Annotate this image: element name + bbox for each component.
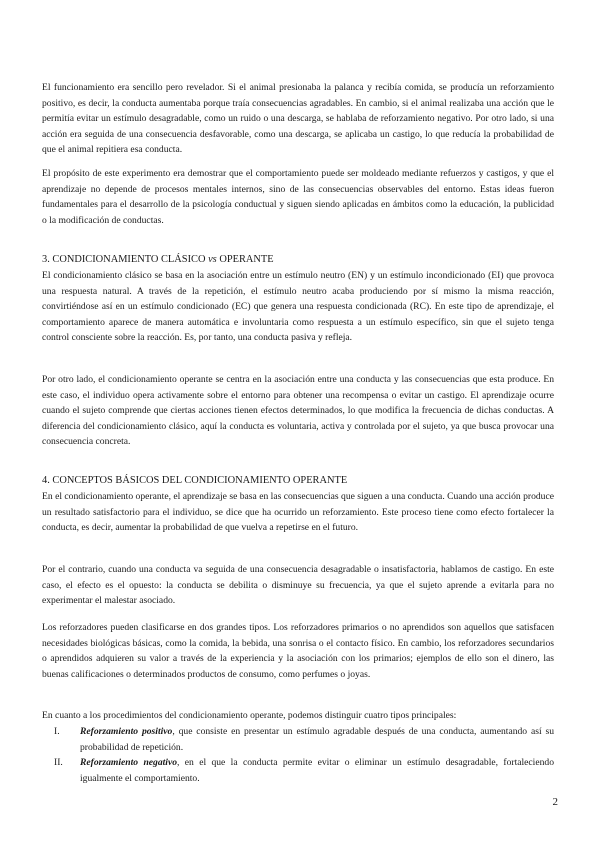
list-item-term: Reforzamiento negativo xyxy=(80,757,178,769)
list-item-number: I. xyxy=(54,726,60,737)
list-item xyxy=(42,724,554,755)
paragraph-punishment-definition: Por el contrario, cuando una conducta va seguida de una consecuencia desagradable o insatisfactoria, hablamos de castigo. En este caso, el efecto es el opuesto: la conducta se debilita o disminuye su frecuencia, ya que el sujeto aprende a evitarla para no experimentar el malestar asociado. xyxy=(42,564,554,607)
section-heading-4: 4. CONCEPTOS BÁSICOS DEL CONDICIONAMIENTO OPERANTE xyxy=(42,475,348,486)
paragraph-reinforcer-types: Los reforzadores pueden clasificarse en dos grandes tipos. Los reforzadores primarios o no aprendidos son aquellos que satisfacen necesidades biológicas básicas, como la comida, la bebida, una sonrisa o el contacto físico. En cambio, los reforzadores secundarios o aprendidos adquieren su valor a través de la experiencia y la asociación con los primarios; ejemplos de ello son el dinero, las buenas calificaciones o determinados productos de consumo, como perfumes o joyas. xyxy=(42,622,554,680)
list-item-text: , en el que la conducta permite evitar o eliminar un estímulo desagradable, fortaleciendo igualmente el comportamiento. xyxy=(80,757,554,784)
list-item-term: Reforzamiento positivo xyxy=(80,726,173,737)
procedures-list xyxy=(42,724,554,786)
paragraph-reinforcement-description: El funcionamiento era sencillo pero revelador. Si el animal presionaba la palanca y recibía comida, se producía un reforzamiento positivo, es decir, la conducta aumentaba porque traía consecuencias agradables. En cambio, si el animal realizaba una acción que le permitía evitar un estímulo desagradable, como un ruido o una descarga, se hablaba de reforzamiento negativo. Por otro lado, si una acción era seguida de una consecuencia desfavorable, como una descarga, se aplicaba un castigo, lo que reducía la probabilidad de que el animal repitiera esa conducta. xyxy=(42,82,554,156)
list-item-text: , que consiste en presentar un estímulo agradable después de una conducta, aumentando así su probabilidad de repetición. xyxy=(80,726,554,753)
paragraph-classical-conditioning: El condicionamiento clásico se basa en la asociación entre un estímulo neutro (EN) y un estímulo incondicionado (EI) que provoca una respuesta natural. A través de la repetición, el estímulo neutro acaba produciendo por sí mismo la misma reacción, convirtiéndose así en un estímulo condicionado (EC) que genera una respuesta condicionada (RC). En este tipo de aprendizaje, el comportamiento aparece de manera automática e involuntaria como respuesta a un estímulo específico, sin que el sujeto tenga control consciente sobre la reacción. Es, por tanto, una conducta pasiva y refleja. xyxy=(42,270,554,344)
paragraph-experiment-purpose: El propósito de este experimento era demostrar que el comportamiento puede ser moldeado mediante refuerzos y castigos, y que el aprendizaje no depende de procesos mentales internos, sino de las consecuencias observables del entorno. Estas ideas fueron fundamentales para el desarrollo de la psicología conductual y siguen siendo aplicadas en ámbitos como la educación, la publicidad o la modificación de conductas. xyxy=(42,168,554,226)
paragraph-reinforcement-definition: En el condicionamiento operante, el aprendizaje se basa en las consecuencias que siguen a una conducta. Cuando una acción produce un resultado satisfactorio para el individuo, se dice que ha ocurrido un reforzamiento. Este proceso tiene como efecto fortalecer la conducta, es decir, aumentar la probabilidad de que vuelva a repetirse en el futuro. xyxy=(42,491,554,534)
list-item xyxy=(42,755,554,786)
section-heading-3: 3. CONDICIONAMIENTO CLÁSICO vs OPERANTE xyxy=(42,254,274,265)
list-item-number: II. xyxy=(54,757,63,769)
paragraph-procedures-intro: En cuanto a los procedimientos del condicionamiento operante, podemos distinguir cuatro tipos principales: xyxy=(42,710,457,721)
page-number: 2 xyxy=(552,796,558,808)
paragraph-operant-conditioning: Por otro lado, el condicionamiento operante se centra en la asociación entre una conducta y las consecuencias que esta produce. En este caso, el individuo opera activamente sobre el entorno para obtener una recompensa o evitar un castigo. El aprendizaje ocurre cuando el sujeto comprende que ciertas acciones tienen efectos determinados, lo que modifica la frecuencia de dichas conductas. A diferencia del condicionamiento clásico, aquí la conducta es voluntaria, activa y controlada por el sujeto, ya que busca provocar una consecuencia concreta. xyxy=(42,374,554,448)
